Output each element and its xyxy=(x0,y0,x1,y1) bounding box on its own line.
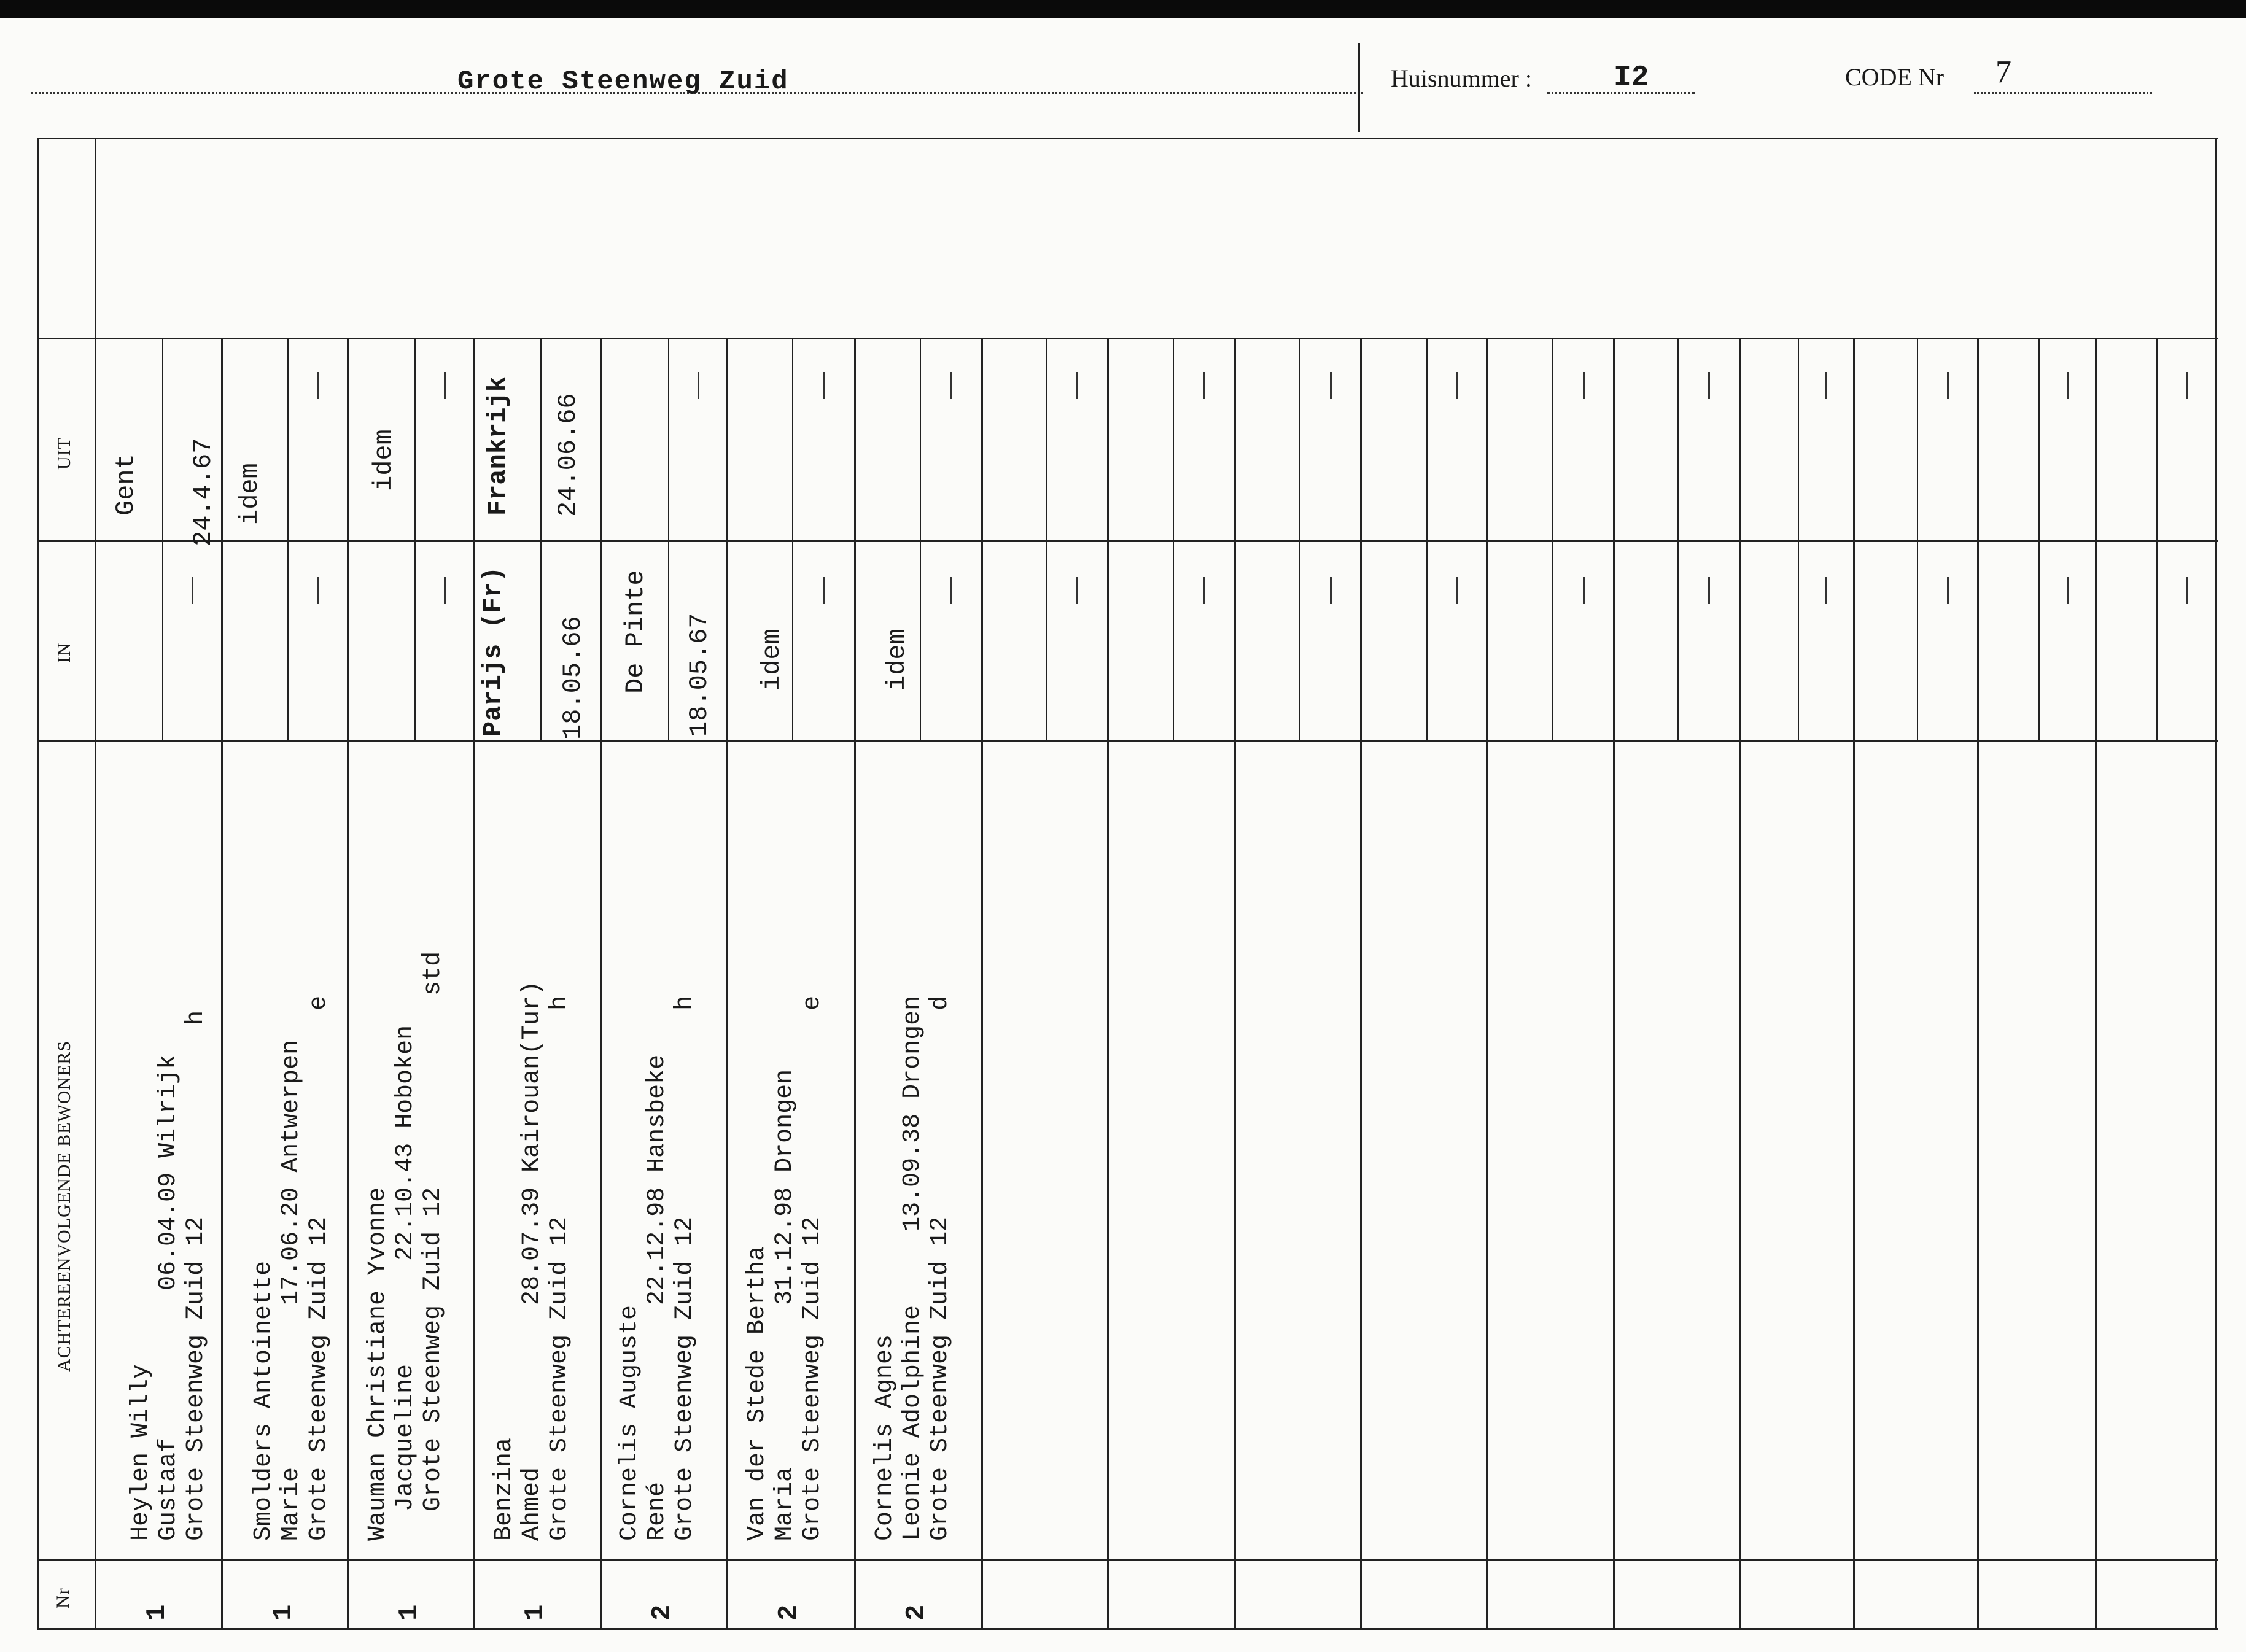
sub-column-divider xyxy=(1046,338,1047,540)
sub-column-divider xyxy=(2038,338,2040,540)
sub-column-divider xyxy=(287,540,289,740)
header-divider xyxy=(1358,43,1360,132)
uit-date: 24.4.67 xyxy=(188,438,218,546)
sub-column-divider xyxy=(1798,540,1799,740)
code-dotted-line xyxy=(1974,92,2152,94)
empty-date-dash xyxy=(2186,577,2188,604)
column-divider xyxy=(1234,338,1236,1628)
column-divider xyxy=(600,338,602,1628)
entry-nr: 1 xyxy=(268,1604,299,1621)
table-left-border xyxy=(37,138,39,1629)
in-date: 18.05.67 xyxy=(685,613,714,737)
empty-date-dash xyxy=(1583,372,1585,399)
sub-column-divider xyxy=(540,338,542,540)
empty-date-dash xyxy=(1076,577,1078,604)
uit-row-label: UIT xyxy=(54,437,74,470)
empty-date-dash xyxy=(698,372,699,399)
empty-date-dash xyxy=(2067,577,2069,604)
sub-column-divider xyxy=(2156,540,2158,740)
nr-row-top xyxy=(37,1559,2218,1561)
empty-date-dash xyxy=(950,577,952,604)
code-value: 7 xyxy=(1995,55,2011,90)
empty-date-dash xyxy=(2186,372,2188,399)
resident-entry: Smolders Antoinette Marie 17.06.20 Antwerpen Grote Steenweg Zuid 12 e xyxy=(250,995,333,1541)
sub-column-divider xyxy=(1426,338,1428,540)
in-place: Parijs (Fr) xyxy=(478,566,508,737)
entry-nr: 1 xyxy=(520,1604,551,1621)
empty-date-dash xyxy=(1947,577,1949,604)
sub-column-divider xyxy=(1798,338,1799,540)
huisnummer-value: I2 xyxy=(1614,61,1649,95)
sub-column-divider xyxy=(920,540,921,740)
in-row-top xyxy=(37,540,2218,542)
empty-date-dash xyxy=(1456,577,1458,604)
resident-entry: Heylen Willy Gustaaf 06.04.09 Wilrijk Grote Steenweg Zuid 12 h xyxy=(127,1010,210,1541)
in-row-label: IN xyxy=(54,642,74,663)
column-divider xyxy=(1107,338,1109,1628)
sub-column-divider xyxy=(162,540,163,740)
empty-date-dash xyxy=(1330,372,1332,399)
entry-nr: 2 xyxy=(647,1604,678,1621)
empty-date-dash xyxy=(1330,577,1332,604)
sub-column-divider xyxy=(1299,338,1300,540)
sub-column-divider xyxy=(1677,338,1679,540)
uit-place: idem xyxy=(235,463,265,525)
column-divider xyxy=(981,338,983,1628)
code-label: CODE Nr xyxy=(1845,63,1945,91)
column-divider xyxy=(726,338,728,1628)
entry-nr: 1 xyxy=(394,1604,425,1621)
in-place: idem xyxy=(882,629,912,691)
empty-date-dash xyxy=(317,372,319,399)
resident-entry: Cornelis Auguste René 22.12.98 Hansbeke Grote Steenweg Zuid 12 h xyxy=(616,995,699,1541)
empty-date-dash xyxy=(1076,372,1078,399)
empty-date-dash xyxy=(1947,372,1949,399)
empty-date-dash xyxy=(1708,577,1710,604)
empty-date-dash xyxy=(192,577,193,604)
sub-column-divider xyxy=(414,540,416,740)
sub-column-divider xyxy=(1677,540,1679,740)
sub-column-divider xyxy=(668,540,669,740)
column-divider xyxy=(1486,338,1488,1628)
empty-date-dash xyxy=(444,372,446,399)
empty-date-dash xyxy=(317,577,319,604)
table-top-border xyxy=(37,138,2218,139)
table-right-border xyxy=(2215,138,2217,1629)
in-place: De Pinte xyxy=(621,570,650,694)
resident-entry: Benzina Ahmed 28.07.39 Kairouan(Tur) Grote Steenweg Zuid 12 h xyxy=(491,980,573,1541)
sub-column-divider xyxy=(1299,540,1300,740)
sub-column-divider xyxy=(1046,540,1047,740)
empty-date-dash xyxy=(1825,577,1827,604)
column-divider xyxy=(1977,338,1979,1628)
uit-place: idem xyxy=(369,429,398,491)
in-place: idem xyxy=(757,629,787,691)
bewoners-row-top xyxy=(37,740,2218,742)
in-date: 18.05.66 xyxy=(558,616,588,740)
sub-column-divider xyxy=(414,338,416,540)
empty-date-dash xyxy=(1708,372,1710,399)
sub-column-divider xyxy=(2156,338,2158,540)
column-divider xyxy=(221,338,223,1628)
scan-top-edge xyxy=(0,0,2246,18)
empty-date-dash xyxy=(823,577,825,604)
column-divider xyxy=(1739,338,1741,1628)
empty-date-dash xyxy=(1456,372,1458,399)
sub-column-divider xyxy=(792,338,793,540)
sub-column-divider xyxy=(2038,540,2040,740)
column-divider xyxy=(854,338,856,1628)
empty-date-dash xyxy=(950,372,952,399)
huisnummer-label: Huisnummer : xyxy=(1391,64,1532,92)
column-divider xyxy=(2095,338,2097,1628)
street-name: Grote Steenweg Zuid xyxy=(457,66,789,97)
sub-column-divider xyxy=(1552,540,1553,740)
sub-column-divider xyxy=(1426,540,1428,740)
resident-entry: Van der Stede Bertha Maria 31.12.98 Drongen Grote Steenweg Zuid 12 e xyxy=(744,995,826,1541)
column-divider xyxy=(1853,338,1855,1628)
uit-place: Gent xyxy=(111,454,141,516)
empty-date-dash xyxy=(1825,372,1827,399)
empty-date-dash xyxy=(1203,372,1205,399)
resident-entry: Wauman Christiane Yvonne Jacqueline 22.10.43 Hoboken Grote Steenweg Zuid 12 std xyxy=(364,951,447,1541)
column-divider xyxy=(1360,338,1362,1628)
sub-column-divider xyxy=(1552,338,1553,540)
sub-column-divider xyxy=(792,540,793,740)
sub-column-divider xyxy=(1917,540,1918,740)
empty-date-dash xyxy=(1203,577,1205,604)
nr-row-label: Nr xyxy=(53,1588,73,1608)
column-divider xyxy=(347,338,349,1628)
uit-row-top xyxy=(37,338,2218,339)
sub-column-divider xyxy=(540,540,542,740)
column-divider xyxy=(473,338,475,1628)
column-divider xyxy=(1613,338,1615,1628)
label-column-divider xyxy=(95,138,96,1629)
empty-date-dash xyxy=(444,577,446,604)
entry-nr: 2 xyxy=(901,1604,932,1621)
entry-nr: 2 xyxy=(774,1604,804,1621)
empty-date-dash xyxy=(2067,372,2069,399)
sub-column-divider xyxy=(1173,338,1174,540)
sub-column-divider xyxy=(920,338,921,540)
sub-column-divider xyxy=(162,338,163,540)
sub-column-divider xyxy=(287,338,289,540)
table-bottom-border xyxy=(37,1628,2218,1630)
empty-date-dash xyxy=(1583,577,1585,604)
entry-nr: 1 xyxy=(142,1604,173,1621)
uit-date: 24.06.66 xyxy=(553,393,583,517)
sub-column-divider xyxy=(1917,338,1918,540)
uit-place: Frankrijk xyxy=(483,376,513,516)
bewoners-row-label: ACHTEREENVOLGENDE BEWONERS xyxy=(54,1040,74,1372)
resident-entry: Cornelis Agnes Leonie Adolphine 13.09.38 Drongen Grote Steenweg Zuid 12 d xyxy=(871,995,954,1541)
empty-date-dash xyxy=(823,372,825,399)
sub-column-divider xyxy=(668,338,669,540)
sub-column-divider xyxy=(1173,540,1174,740)
